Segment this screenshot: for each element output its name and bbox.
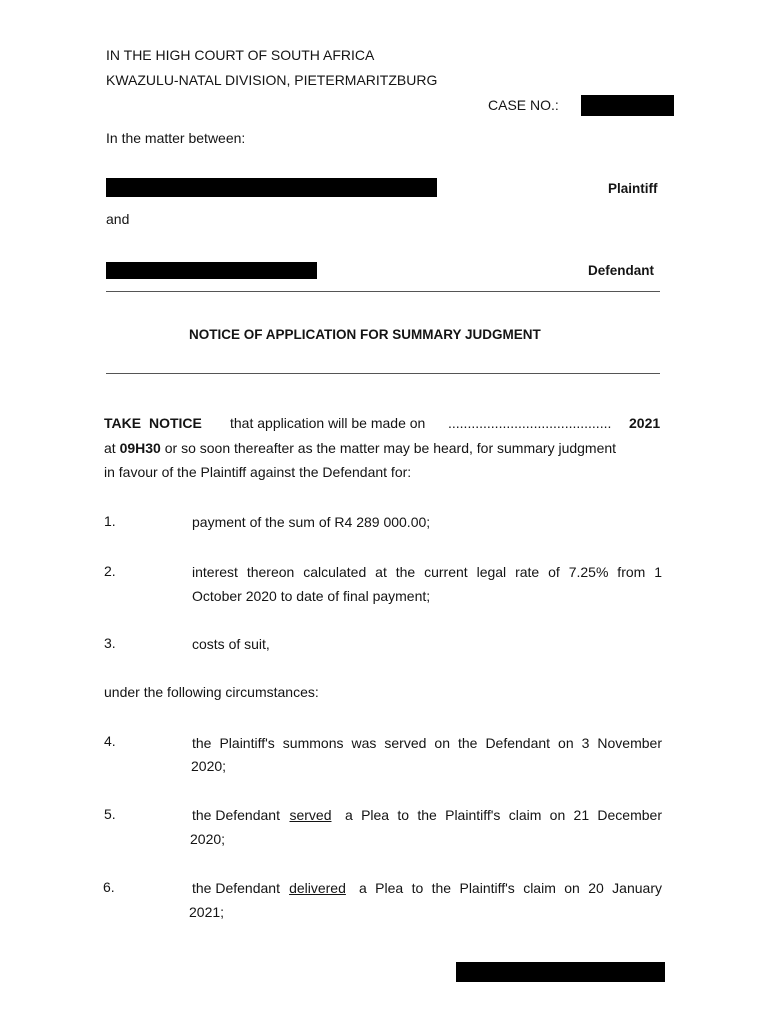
court-division: KWAZULU-NATAL DIVISION, PIETERMARITZBURG bbox=[106, 72, 438, 88]
item-text-continued: 2021; bbox=[189, 904, 225, 920]
defendant-name-redaction bbox=[106, 262, 317, 279]
court-name: IN THE HIGH COURT OF SOUTH AFRICA bbox=[106, 47, 375, 63]
take-notice-lead: TAKE NOTICE bbox=[104, 415, 202, 431]
item-text: the Plaintiff's summons was served on the Defendant on 3 November bbox=[192, 735, 662, 751]
item-text-continued: 2020; bbox=[191, 758, 227, 774]
item-text-pre: the Defendant bbox=[192, 880, 280, 896]
item-number: 6. bbox=[103, 879, 115, 895]
hearing-time: 09H30 bbox=[119, 440, 161, 456]
notice-at: at bbox=[104, 440, 116, 456]
notice-line1-text: that application will be made on bbox=[230, 415, 426, 431]
bottom-divider bbox=[106, 373, 660, 374]
item-text: costs of suit, bbox=[192, 636, 270, 652]
defendant-role: Defendant bbox=[588, 263, 655, 278]
item-number: 2. bbox=[104, 563, 116, 579]
top-divider bbox=[106, 291, 660, 292]
item-number: 5. bbox=[104, 806, 116, 822]
item-number: 4. bbox=[104, 733, 116, 749]
item-text-emphasis: served bbox=[289, 807, 332, 823]
plaintiff-name-redaction bbox=[106, 178, 437, 197]
item-text-emphasis: delivered bbox=[289, 880, 346, 896]
item-text-post: a Plea to the Plaintiff's claim on 21 December bbox=[345, 807, 662, 823]
and-label: and bbox=[106, 211, 130, 227]
notice-line3: in favour of the Plaintiff against the Defendant for: bbox=[104, 464, 412, 480]
item-text-continued: 2020; bbox=[190, 831, 226, 847]
item-text bbox=[192, 807, 662, 824]
item-text-pre: the Defendant bbox=[192, 807, 280, 823]
item-text-continued: October 2020 to date of final payment; bbox=[192, 588, 431, 604]
circumstances-intro: under the following circumstances: bbox=[104, 684, 319, 700]
take-notice-label bbox=[104, 415, 202, 432]
notice-line2 bbox=[104, 440, 616, 457]
footer-redaction bbox=[456, 962, 665, 982]
item-text: payment of the sum of R4 289 000.00; bbox=[192, 514, 431, 530]
plaintiff-role: Plaintiff bbox=[608, 181, 658, 196]
matter-between-label: In the matter between: bbox=[106, 130, 246, 146]
item-text bbox=[192, 880, 662, 897]
item-number: 1. bbox=[104, 513, 116, 529]
case-number-label: CASE NO.: bbox=[488, 97, 559, 113]
item-number: 3. bbox=[104, 635, 116, 651]
item-text-post: a Plea to the Plaintiff's claim on 20 January bbox=[358, 880, 662, 896]
case-number-redaction bbox=[581, 95, 674, 116]
hearing-date-blank: .......................................... bbox=[448, 415, 612, 431]
item-text: interest thereon calculated at the current legal rate of 7.25% from 1 bbox=[192, 564, 662, 580]
document-title: NOTICE OF APPLICATION FOR SUMMARY JUDGMENT bbox=[189, 327, 541, 342]
notice-line2-rest: or so soon thereafter as the matter may be heard, for summary judgment bbox=[164, 440, 617, 456]
hearing-year: 2021 bbox=[629, 415, 661, 431]
